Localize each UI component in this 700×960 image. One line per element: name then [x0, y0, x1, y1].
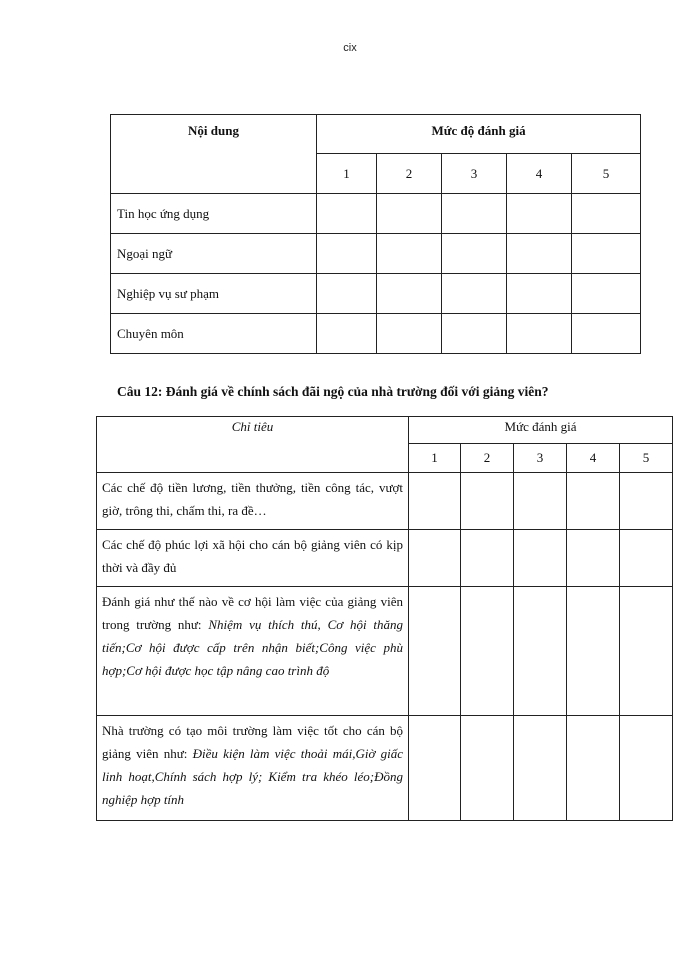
criteria-text: Các chế độ tiền lương, tiền thưởng, tiền công tác, vượt giờ, trông thi, chấm thi, ra đề…: [102, 480, 403, 518]
rating-cell[interactable]: [461, 473, 514, 530]
rating-cell[interactable]: [507, 274, 572, 314]
rating-cell[interactable]: [442, 314, 507, 354]
rating-cell[interactable]: [567, 587, 620, 716]
rating-cell[interactable]: [572, 314, 641, 354]
rating-cell[interactable]: [620, 587, 673, 716]
criteria-examples: Điều kiện làm việc thoải mái,Giờ giấc linh hoạt,Chính sách hợp lý; Kiểm tra khéo léo;Đồng nghiệp hợp tính: [102, 746, 404, 807]
scale-1: 1: [317, 154, 377, 194]
criteria-text: Các chế độ phúc lợi xã hội cho cán bộ giảng viên có kịp thời và đầy đủ: [102, 537, 403, 575]
rating-cell[interactable]: [317, 314, 377, 354]
rating-cell[interactable]: [409, 530, 461, 587]
criteria-text: Đánh giá như thế nào về cơ hội làm việc của giảng viên trong trường như:: [102, 594, 403, 632]
rating-cell[interactable]: [377, 194, 442, 234]
rating-cell[interactable]: [409, 473, 461, 530]
rating-cell[interactable]: [572, 274, 641, 314]
rating-cell[interactable]: [461, 587, 514, 716]
rating-cell[interactable]: [409, 716, 461, 821]
rating-cell[interactable]: [442, 234, 507, 274]
rating-cell[interactable]: [377, 314, 442, 354]
scale-2: 2: [461, 444, 514, 473]
question-12-heading: Câu 12: Đánh giá về chính sách đãi ngộ của nhà trường đối với giảng viên?: [117, 384, 549, 399]
rating-cell[interactable]: [507, 194, 572, 234]
rating-cell[interactable]: [507, 234, 572, 274]
rating-cell[interactable]: [409, 587, 461, 716]
rating-cell[interactable]: [461, 716, 514, 821]
scale-3: 3: [442, 154, 507, 194]
rating-cell[interactable]: [567, 530, 620, 587]
rating-cell[interactable]: [442, 274, 507, 314]
rating-cell[interactable]: [317, 194, 377, 234]
rating-cell[interactable]: [567, 473, 620, 530]
rating-cell[interactable]: [507, 314, 572, 354]
criteria-examples: Nhiệm vụ thích thú, Cơ hội thăng tiến;Cơ hội được cấp trên nhận biết;Công việc phù hợp;Cơ hội được học tập nâng cao trình độ: [102, 617, 403, 678]
table-row: [97, 716, 673, 821]
header-content: Nội dung: [111, 115, 317, 194]
rating-cell[interactable]: [620, 530, 673, 587]
scale-1: 1: [409, 444, 461, 473]
scale-4: 4: [507, 154, 572, 194]
rating-cell[interactable]: [461, 530, 514, 587]
page-number: cix: [343, 42, 357, 54]
scale-5: 5: [620, 444, 673, 473]
table-row: [111, 194, 641, 234]
table-row: [111, 314, 641, 354]
table-row: [97, 473, 673, 530]
row-label: Tin học ứng dụng: [111, 194, 317, 234]
criteria-label: [97, 587, 409, 716]
row-label: Chuyên môn: [111, 314, 317, 354]
scale-5: 5: [572, 154, 641, 194]
rating-cell[interactable]: [514, 587, 567, 716]
rating-cell[interactable]: [442, 194, 507, 234]
rating-cell[interactable]: [567, 716, 620, 821]
scale-4: 4: [567, 444, 620, 473]
criteria-label: [97, 530, 409, 587]
policy-rating-table: [96, 416, 673, 821]
rating-cell[interactable]: [620, 473, 673, 530]
row-label: Nghiệp vụ sư phạm: [111, 274, 317, 314]
rating-cell[interactable]: [377, 274, 442, 314]
scale-2: 2: [377, 154, 442, 194]
rating-cell[interactable]: [514, 473, 567, 530]
criteria-text: Nhà trường có tạo môi trường làm việc tốt cho cán bộ giảng viên như:: [102, 723, 403, 761]
criteria-label: [97, 716, 409, 821]
skills-rating-table: [110, 114, 641, 354]
rating-cell[interactable]: [620, 716, 673, 821]
table-row: [111, 274, 641, 314]
rating-cell[interactable]: [572, 234, 641, 274]
rating-cell[interactable]: [572, 194, 641, 234]
rating-cell[interactable]: [514, 716, 567, 821]
header-rating-level: Mức độ đánh giá: [317, 115, 641, 154]
table-row: [97, 587, 673, 716]
table-row: [111, 234, 641, 274]
rating-cell[interactable]: [377, 234, 442, 274]
rating-cell[interactable]: [514, 530, 567, 587]
header-rating-level: Mức đánh giá: [409, 417, 673, 444]
row-label: Ngoại ngữ: [111, 234, 317, 274]
criteria-label: [97, 473, 409, 530]
header-criteria: Chỉ tiêu: [97, 417, 409, 473]
rating-cell[interactable]: [317, 234, 377, 274]
scale-3: 3: [514, 444, 567, 473]
rating-cell[interactable]: [317, 274, 377, 314]
table-row: [97, 530, 673, 587]
